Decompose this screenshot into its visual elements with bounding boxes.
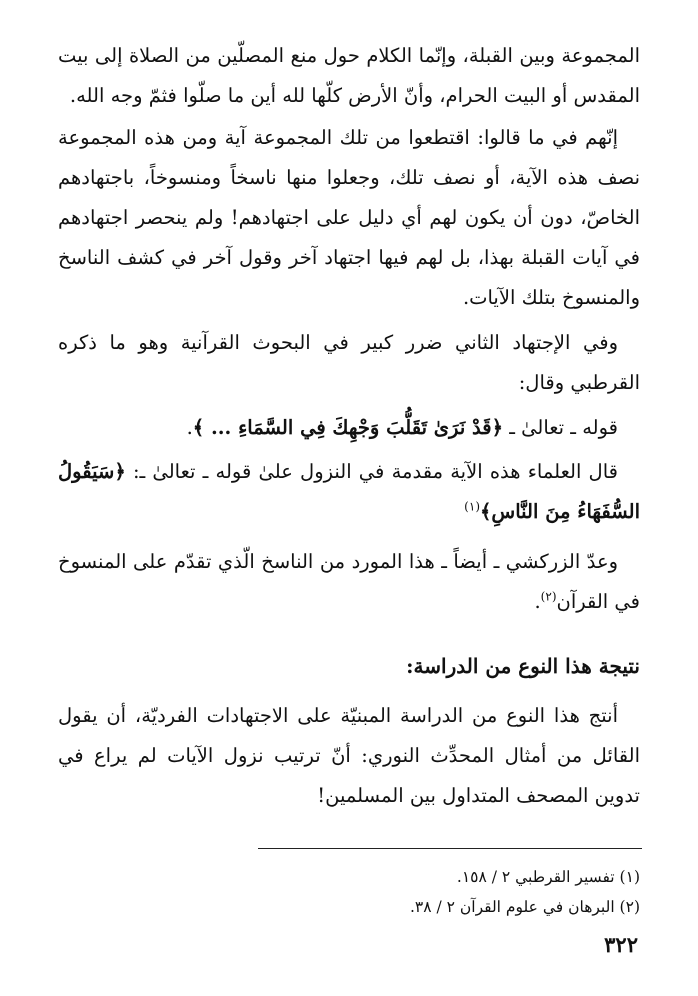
quote-verse-one-suffix: .: [186, 416, 193, 439]
footnote-divider: [258, 848, 642, 849]
footnote-ref-2: (٢): [540, 589, 557, 604]
paragraph-ijtihad-critique: إنّهم في ما قالوا: اقتطعوا من تلك المجموعة آية ومن هذه المجموعة نصف هذه الآية، أو نصف تلك، وجعلوا منها ناسخاً ومنسوخاً، باجتهادهم الخاصّ، دون أن يكون لهم أي دليل على اجتهادهم! ولم ينحصر اجتهادهم في آيات القبلة بهذا، بل لهم فيها اجتهاد آخر وقول آخر في كشف الناسخ والمنسوخ بتلك الآيات.: [58, 126, 640, 309]
paragraph-second-ijtihad: وفي الإجتهاد الثاني ضرر كبير في البحوث القرآنية وهو ما ذكره القرطبي وقال:: [58, 331, 640, 394]
page-number: ٣٢٢: [604, 932, 638, 957]
quran-verse-two: ﴿سَيَقُولُ السُّفَهَاءُ مِنَ النَّاسِ﴾: [58, 460, 640, 523]
paragraph-zarkashi-text: وعدّ الزركشي ـ أيضاً ـ هذا المورد من الناسخ الّذي تقدّم على المنسوخ في القرآن: [58, 550, 640, 613]
paragraph-zarkashi: [58, 542, 640, 622]
paragraph-conclusion: أنتج هذا النوع من الدراسة المبنيّة على الاجتهادات الفرديّة، أن يقول القائل من أمثال المحدِّث النوري: أنّ ترتيب نزول الآيات لم يراع في تدوين المصحف المتداول بين المسلمين!: [58, 704, 640, 807]
quote-scholars: [58, 452, 640, 532]
quote-verse-one-prefix: قوله ـ تعالىٰ ـ: [503, 416, 618, 439]
section-heading: نتيجة هذا النوع من الدراسة:: [406, 654, 640, 678]
paragraph-qibla-ending: المجموعة وبين القبلة، وإنّما الكلام حول منع المصلّين من الصلاة إلى بيت المقدس أو البيت الحرام، وأنّ الأرض كلّها لله أين ما صلّوا فثمّ وجه الله.: [58, 44, 640, 107]
quran-verse-one: ﴿قَدْ نَرَىٰ تَقَلُّبَ وَجْهِكَ فِي السَّمَاءِ ... ﴾: [192, 416, 504, 439]
quote-scholars-text: قال العلماء هذه الآية مقدمة في النزول علىٰ قوله ـ تعالىٰ ـ:: [125, 460, 618, 483]
paragraph-zarkashi-end: .: [534, 590, 541, 613]
footnote-1: (١) تفسير القرطبي ٢ / ١٥٨.: [456, 868, 640, 886]
footnote-ref-1: (١): [464, 499, 480, 514]
footnote-2: (٢) البرهان في علوم القرآن ٢ / ٣٨.: [409, 898, 640, 916]
quote-verse-one: [58, 408, 640, 448]
